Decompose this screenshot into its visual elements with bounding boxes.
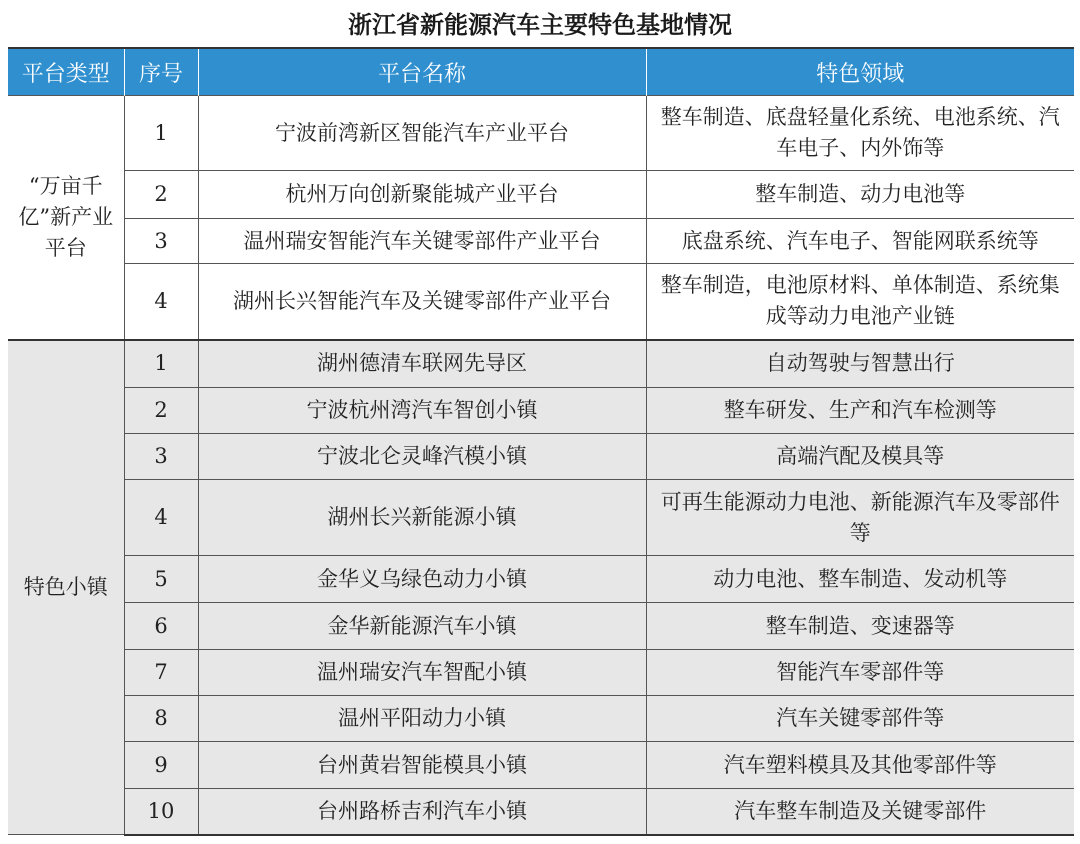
row-domain: 整车制造、变速器等 xyxy=(646,603,1074,650)
header-serial-number: 序号 xyxy=(124,48,198,96)
row-number: 7 xyxy=(124,650,198,696)
table-title: 浙江省新能源汽车主要特色基地情况 xyxy=(348,11,732,39)
group-type-cell: “万亩千亿”新产业平台 xyxy=(8,96,124,340)
header-feature-domain: 特色领域 xyxy=(646,48,1074,96)
row-domain: 汽车塑料模具及其他零部件等 xyxy=(646,742,1074,789)
row-domain: 动力电池、整车制造、发动机等 xyxy=(646,556,1074,603)
row-domain: 底盘系统、汽车电子、智能网联系统等 xyxy=(646,219,1074,264)
row-domain: 汽车关键零部件等 xyxy=(646,696,1074,742)
row-domain: 整车研发、生产和汽车检测等 xyxy=(646,388,1074,434)
row-domain: 自动驾驶与智慧出行 xyxy=(646,340,1074,388)
row-number: 1 xyxy=(124,340,198,388)
row-platform-name: 宁波前湾新区智能汽车产业平台 xyxy=(198,96,646,171)
row-number: 2 xyxy=(124,388,198,434)
row-number: 4 xyxy=(124,480,198,556)
row-number: 3 xyxy=(124,434,198,480)
row-number: 9 xyxy=(124,742,198,789)
row-domain: 整车制造、动力电池等 xyxy=(646,171,1074,219)
row-number: 1 xyxy=(124,96,198,171)
table-row xyxy=(8,603,1074,650)
header-platform-name: 平台名称 xyxy=(198,48,646,96)
row-number: 8 xyxy=(124,696,198,742)
row-platform-name: 温州平阳动力小镇 xyxy=(198,696,646,742)
header-row xyxy=(8,48,1074,96)
table-row xyxy=(8,742,1074,789)
row-number: 6 xyxy=(124,603,198,650)
row-domain: 整车制造，电池原材料、单体制造、系统集成等动力电池产业链 xyxy=(646,264,1074,340)
group-type-cell: 特色小镇 xyxy=(8,340,124,835)
row-number: 5 xyxy=(124,556,198,603)
row-number: 10 xyxy=(124,789,198,835)
table-row xyxy=(8,219,1074,264)
row-domain: 高端汽配及模具等 xyxy=(646,434,1074,480)
row-platform-name: 宁波北仑灵峰汽模小镇 xyxy=(198,434,646,480)
row-platform-name: 温州瑞安智能汽车关键零部件产业平台 xyxy=(198,219,646,264)
table-row xyxy=(8,96,1074,171)
table-row xyxy=(8,434,1074,480)
row-platform-name: 宁波杭州湾汽车智创小镇 xyxy=(198,388,646,434)
row-number: 3 xyxy=(124,219,198,264)
row-platform-name: 金华义乌绿色动力小镇 xyxy=(198,556,646,603)
table-row xyxy=(8,556,1074,603)
table-row xyxy=(8,340,1074,388)
table-row xyxy=(8,696,1074,742)
table-row xyxy=(8,480,1074,556)
row-platform-name: 台州路桥吉利汽车小镇 xyxy=(198,789,646,835)
row-number: 4 xyxy=(124,264,198,340)
header-platform-type: 平台类型 xyxy=(8,48,124,96)
row-domain: 整车制造、底盘轻量化系统、电池系统、汽车电子、内外饰等 xyxy=(646,96,1074,171)
table-row xyxy=(8,789,1074,835)
row-domain: 可再生能源动力电池、新能源汽车及零部件等 xyxy=(646,480,1074,556)
row-platform-name: 湖州长兴新能源小镇 xyxy=(198,480,646,556)
base-table xyxy=(8,47,1074,836)
table-row xyxy=(8,264,1074,340)
row-platform-name: 金华新能源汽车小镇 xyxy=(198,603,646,650)
row-platform-name: 台州黄岩智能模具小镇 xyxy=(198,742,646,789)
table-row xyxy=(8,171,1074,219)
row-domain: 汽车整车制造及关键零部件 xyxy=(646,789,1074,835)
row-number: 2 xyxy=(124,171,198,219)
table-row xyxy=(8,650,1074,696)
row-platform-name: 湖州德清车联网先导区 xyxy=(198,340,646,388)
row-platform-name: 温州瑞安汽车智配小镇 xyxy=(198,650,646,696)
row-domain: 智能汽车零部件等 xyxy=(646,650,1074,696)
row-platform-name: 湖州长兴智能汽车及关键零部件产业平台 xyxy=(198,264,646,340)
table-row xyxy=(8,388,1074,434)
row-platform-name: 杭州万向创新聚能城产业平台 xyxy=(198,171,646,219)
